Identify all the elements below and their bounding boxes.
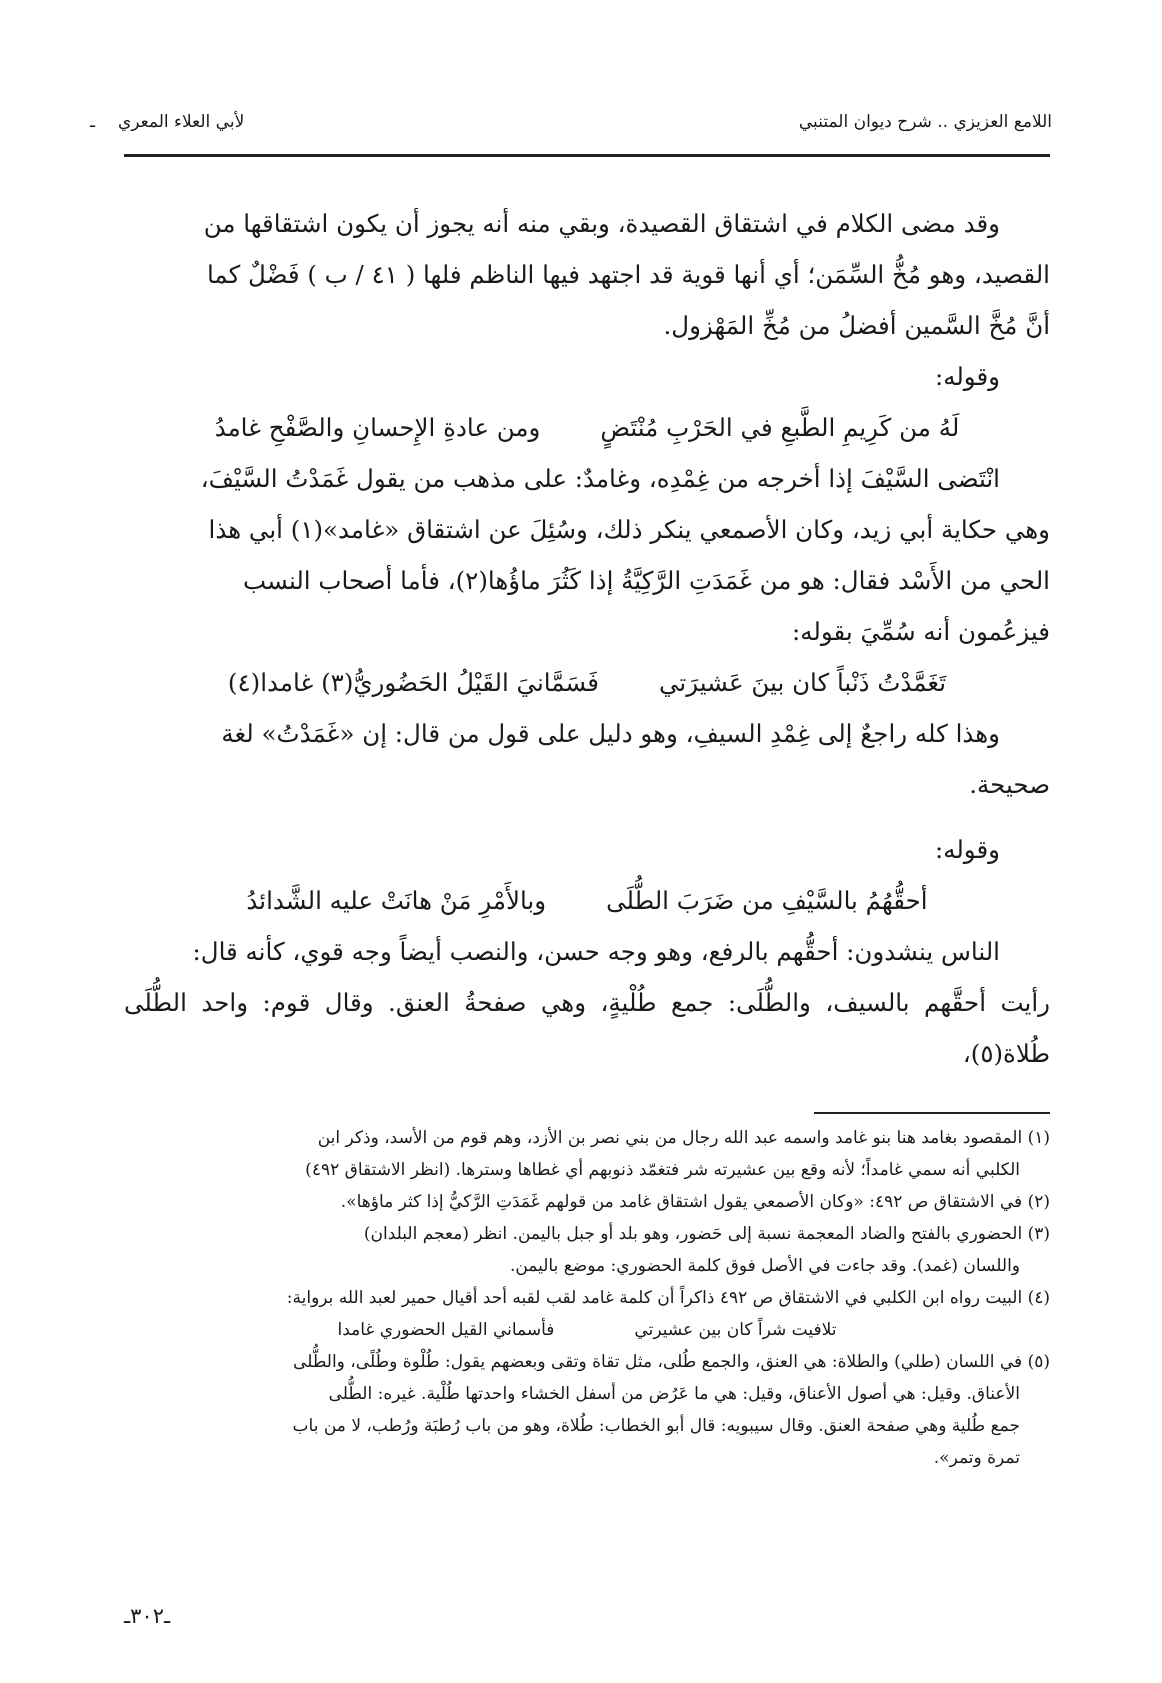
footnotes — [124, 1122, 1050, 1474]
footnote-4: (٤) البيت رواه ابن الكلبي في الاشتقاق ص ٤٩٢ ذاكراً أن كلمة غامد لقب لقبه أحد أقيال حمير لعبد الله برواية: — [286, 1288, 1050, 1308]
paragraph-line: وقد مضى الكلام في اشتقاق القصيدة، وبقي منه أنه يجوز أن يكون اشتقاقها من — [203, 209, 1000, 238]
footnote-2: (٢) في الاشتقاق ص ٤٩٢: «وكان الأصمعي يقول اشتقاق غامد من قولهم غَمَدَتِ الرَّكيُّ إذا كثر ماؤها». — [340, 1192, 1050, 1212]
verse-first-hemistich: تَغَمَّدْتُ ذَنْباً كان بينَ عَشيرَتي — [659, 668, 947, 697]
page-number: ـ٣٠٢ـ — [124, 1604, 171, 1628]
paragraph-line: الناس ينشدون: أحقُّهم بالرفع، وهو وجه حسن، والنصب أيضاً وجه قوي، كأنه قال: — [192, 937, 1000, 966]
footnote-verse-second-hemistich: فأسماني القيل الحضوري غامدا — [337, 1320, 555, 1340]
book-title: اللامع العزيزي .. شرح ديوان المتنبي — [798, 112, 1052, 132]
paragraph-line: وهي حكاية أبي زيد، وكان الأصمعي ينكر ذلك، وسُئِلَ عن اشتقاق «غامد»(١) أبي هذا — [208, 515, 1050, 544]
footnote-1: (١) المقصود بغامد هنا بنو غامد واسمه عبد الله رجال من بني نصر بن الأزد، وهم قوم من الأسد، وذكر ابن — [317, 1128, 1050, 1148]
verse-intro-label: وقوله: — [934, 835, 1000, 864]
verse-second-hemistich: وبالأَمْرِ مَنْ هانَتْ عليه الشَّدائدُ — [246, 886, 547, 915]
paragraph-line: انْتَضى السَّيْفَ إذا أخرجه من غِمْدِه، وغامدٌ: على مذهب من يقول غَمَدْتُ السَّيْفَ، — [200, 464, 1000, 493]
footnote-1-continued: الكلبي أنه سمي غامداً؛ لأنه وقع بين عشيرته شر فتغمّد ذنوبهم أي غطاها وسترها. (انظر الاشتقاق ٤٩٢) — [305, 1160, 1020, 1180]
author-name: لأبي العلاء المعري — [118, 112, 245, 132]
paragraph-line: الحي من الأَسْد فقال: هو من غَمَدَتِ الرَّكِيَّةُ إذا كَثُرَ ماؤُها(٢)، فأما أصحاب النسب — [243, 566, 1050, 595]
verse-line — [124, 402, 1050, 453]
footnote-3: (٣) الحضوري بالفتح والضاد المعجمة نسبة إلى حَضور، وهو بلد أو جبل باليمن. انظر (معجم البلدان) — [363, 1224, 1050, 1244]
verse-first-hemistich: أحقُّهُمُ بالسَّيْفِ من ضَرَبَ الطُّلَى — [606, 886, 928, 915]
main-text — [124, 198, 1050, 1079]
footnote-3-continued: واللسان (غمد). وقد جاءت في الأصل فوق كلمة الحضوري: موضع باليمن. — [509, 1256, 1020, 1276]
verse-second-hemistich: ومن عادةِ الإِحسانِ والصَّفْحِ غامدُ — [214, 413, 541, 442]
paragraph-line: صحيحة. — [969, 770, 1050, 799]
footnote-5-continued: جمع طُلية وهي صفحة العنق. وقال سيبويه: قال أبو الخطاب: طُلاة، وهو من باب رُطبَة ورُطب، لا من باب — [292, 1416, 1020, 1436]
running-header — [90, 112, 1052, 146]
header-rule — [124, 154, 1050, 157]
verse-first-hemistich: لَهُ من كَرِيمِ الطَّبعِ في الحَرْبِ مُنْتَضٍ — [600, 413, 960, 442]
paragraph-line: أنَّ مُخَّ السَّمين أفضلُ من مُخِّ المَهْزول. — [663, 311, 1050, 340]
footnote-rule — [814, 1112, 1050, 1114]
verse-line — [124, 875, 1050, 926]
footnote-5: (٥) في اللسان (طلي) والطلاة: هي العنق، والجمع طُلى، مثل تقاة وتقى وبعضهم يقول: طُلْوة وطُلًى، والطُّلى — [293, 1352, 1050, 1372]
footnote-verse-first-hemistich: تلافيت شراً كان بين عشيرتي — [634, 1320, 837, 1340]
paragraph-line: فيزعُمون أنه سُمِّيَ بقوله: — [791, 617, 1050, 646]
verse-line — [124, 657, 1050, 708]
footnote-5-continued: تمرة وتمر». — [933, 1448, 1020, 1468]
paragraph-line: رأيت أحقَّهم بالسيف، والطُّلَى: جمع طُلْيةٍ، وهي صفحةُ العنق. وقال قوم: واحد الطُّلَى طُلاة(٥)، — [124, 988, 1050, 1068]
paragraph-line: وهذا كله راجعٌ إلى غِمْدِ السيفِ، وهو دليل على قول من قال: إن «غَمَدْتُ» لغة — [221, 719, 1000, 748]
paragraph-line: القصيد، وهو مُخُّ السِّمَن؛ أي أنها قوية قد اجتهد فيها الناظم فلها ( ٤١ / ب ) فَضْلٌ كما — [206, 260, 1050, 289]
footnote-5-continued: الأعناق. وقيل: هي أصول الأعناق، وقيل: هي ما عَرُض من أسفل الخشاء واحدتها طُلْية. غيره: الطُّلى — [328, 1384, 1020, 1404]
verse-second-hemistich: فَسَمَّانيَ القَيْلُ الحَضُوريُّ(٣) غامدا(٤) — [227, 668, 599, 697]
footnote-4-verse — [124, 1314, 1050, 1346]
header-dash: ـ — [90, 112, 95, 132]
verse-intro-label: وقوله: — [934, 362, 1000, 391]
